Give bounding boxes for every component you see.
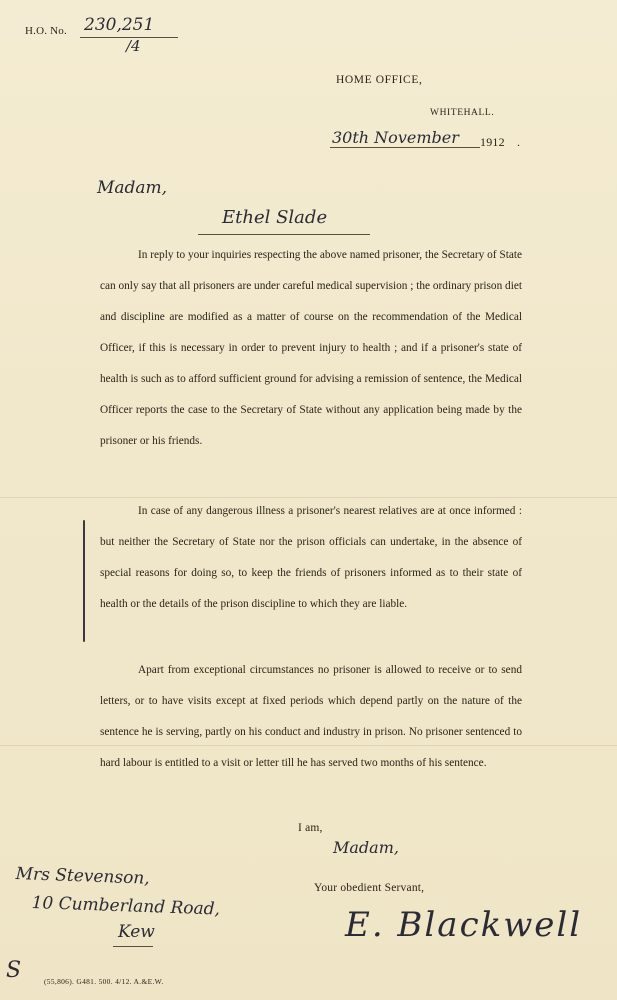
date-year: 1912 (480, 135, 505, 149)
paragraph-3: Apart from exceptional circumstances no prisoner is allowed to receive or to send letters, or to have visits except at fixed periods which depend partly on the nature of the sentence he is serving, partly on his conduct and industry in prison. No prisoner sentenced to hard labour is entitled to a visit or letter till he has served two months of his sentence. (100, 664, 522, 769)
date-rule (330, 147, 480, 148)
print-code: (55,806). G481. 500. 4/12. A.&E.W. (44, 977, 164, 986)
closing-i-am: I am, (298, 822, 323, 834)
paragraph-2: In case of any dangerous illness a prisoner's nearest relatives are at once informed : but neither the Secretary of State nor the prison officials can undertake, in the absence of special reasons for doing so, to keep the friends of prisoners informed as to their state of health or the details of the prison discipline to which they are liable. (100, 505, 522, 610)
addressee-street: 10 Cumberland Road, (31, 893, 221, 920)
office-name: HOME OFFICE, (336, 74, 423, 86)
date-year-dot: . (517, 135, 521, 149)
ho-number-value: 230,251 (84, 15, 155, 35)
date-handwritten: 30th November (332, 128, 459, 147)
signature: E. Blackwell (345, 905, 583, 945)
margin-mark: S (6, 958, 22, 983)
closing-madam: Madam, (333, 838, 399, 857)
addressee-town: Kew (118, 922, 155, 942)
addressee-name: Mrs Stevenson, (15, 864, 151, 889)
prisoner-name: Ethel Slade (222, 207, 328, 228)
ho-number-label: H.O. No. (25, 25, 67, 37)
prisoner-name-rule (198, 234, 370, 235)
closing-obedient: Your obedient Servant, (314, 882, 425, 894)
addressee-rule (113, 946, 153, 947)
office-location: WHITEHALL. (430, 108, 495, 118)
paragraph-1: In reply to your inquiries respecting the above named prisoner, the Secretary of State can only say that all prisoners are under careful medical supervision ; the ordinary prison diet and discipline are modified as a matter of course on the recommendation of the Medical Officer, if this is necessary in order to prevent injury to health ; and if a prisoner's state of health is such as to afford sufficient ground for advising a remission of sentence, the Medical Officer reports the case to the Secretary of State without any application being made by the prisoner or his friends. (100, 249, 522, 447)
salutation: Madam, (97, 178, 168, 198)
ho-number-sub: /4 (126, 37, 141, 55)
margin-marking-line (83, 520, 85, 642)
